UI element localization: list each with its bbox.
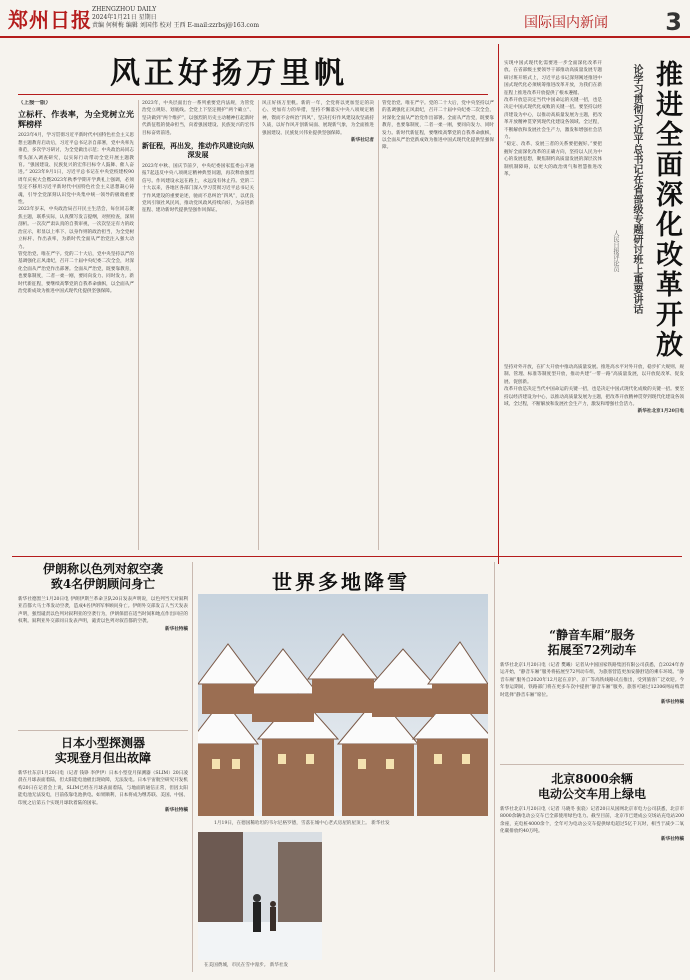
right-story-paragraph: 坚持对外开放，在扩大开放中推动高质量发展。推进高水平对外开放，稳步扩大规则、规制、管理、标准等制度型开放，推动共建“一带一路”高质量发展，以开放促改革、促发展、促创新。 (504, 365, 684, 385)
lead-paragraph: 2023年中秋、国庆节前夕，中央纪委国家监委公开通报7起违反中央八项规定精神典型问题，再次释放强烈信号。作风建设永远在路上，永远没有休止符。党的二十大以来，各地区各部门深入学习贯彻习近平总书记关于作风建设的重要论述，驰而不息纠治“四风”，以优良党风引领社风民风，推动党风政风持续向好，为奋进新征程、建功新时代提供坚强作风保证。 (142, 164, 254, 214)
right-story-subtitle: 论学习贯彻习近平总书记在省部级专题研讨班上重要讲话 (631, 64, 642, 314)
lead-column-3 (262, 100, 374, 550)
column-divider (494, 562, 495, 972)
right-story-headline: 推进全面深化改革开放 (651, 60, 682, 360)
lead-subheading: 立标杆、作表率，为全党树立光辉榜样 (18, 109, 134, 130)
right-story-paragraph: 改革开放是决定当代中国命运的关键一招，也是决定中国式现代化成败的关键一招。要坚持以经济建设为中心，以推动高质量发展为主题，把改革开放精神贯穿到现代化建设各领域、全过程，不断解放和发展社会生产力，激发和增强社会活力。 (504, 98, 602, 141)
lead-paragraph: 管党治党、唯在严字。党的二十大后，党中央坚持以严的基调强化正风肃纪，召开二十届中央纪委二次全会，对深化全面从严治党作出部署。全面从严治党，既要靠教育，也要靠制度，二者一柔一刚，要同向发力、同时发力。新时代新征程，要继续高擎党的自我革命旗帜，以全面从严治党新成效为推进中国式现代化提供坚强保障。 (18, 251, 134, 294)
lead-paragraph: 2023年，中央层面出台一系列重要党内法规，为管党治党立规矩、划底线。全党上下坚定拥护“两个确立”、坚决做到“两个维护”，以强烈的历史主动精神扛起新时代新征程的使命担当，向着强国建设、民族复兴的宏伟目标奋勇前进。 (142, 101, 254, 136)
quiet-carriage-headline-line-2: 拓展至72列动车 (547, 643, 637, 657)
japan-byline: 新华社特稿 (165, 808, 188, 814)
snow-village-photo (198, 594, 488, 816)
page-number: 3 (665, 8, 682, 36)
snow-street-image (198, 832, 322, 960)
right-story-byline: 人民日报评论员 (612, 230, 619, 272)
right-story-column-1 (504, 60, 602, 360)
iran-headline (18, 562, 188, 592)
lead-column-1 (18, 100, 134, 550)
column-divider (192, 562, 193, 972)
iran-headline-line-2: 致4名伊朗顾问身亡 (50, 577, 156, 591)
right-story-paragraph: 改革开放是决定当代中国命运的关键一招，也是决定中国式现代化成败的关键一招。要坚持以经济建设为中心，以推动高质量发展为主题，把改革开放精神贯穿到现代化建设各领域、全过程，不断解放和发展社会生产力，激发和增强社会活力。 (504, 387, 684, 408)
japan-body (18, 770, 188, 970)
iran-body (18, 596, 188, 726)
quiet-carriage-paragraph: 新华社北京1月20日电（记者 樊曦）记者从中国国家铁路集团有限公司获悉，自2024年春运开始，“静音车厢”服务将拓展至72列动车组，为旅客营造更加安静舒适的乘车环境。“静音车厢”服务自2020年12月起在京沪、京广等高铁线路试点推出，受到旅客广泛欢迎。今年春运期间，铁路部门将在更多车次中提供“静音车厢”服务，旅客可通过12306网站购票时选择“静音车厢”席位。 (500, 663, 684, 698)
japan-headline-line-1: 日本小型探测器 (60, 736, 145, 750)
right-story-paragraph: “稳定、改革、发展三者的关系要把握好。”要把握好全面深化改革的正确方向，坚持以人民为中心的发展思想，聚焦制约高质量发展的深层次体制机制障碍，以更大的政治勇气和智慧推进改革。 (504, 142, 602, 178)
japan-paragraph: 新华社东京1月20日电（记者 钱铮 李伊伊）日本小型登月探测器（SLIM）20日凌晨在月球表面着陆，但太阳能电池板出现故障，无法发电。日本宇宙航空研究开发机构20日在记者会上说，SLIM已经在月球表面着陆，与地面的通信正常，但因太阳能电池无法发电，目前依靠电池供电。如果顺利，日本将成为继苏联、美国、中国、印度之后第五个实现月球软着陆的国家。 (18, 771, 188, 806)
snow-street-photo (198, 832, 322, 960)
lead-headline: 风正好扬万里帆 (110, 56, 348, 91)
column-divider (378, 100, 379, 550)
iran-headline-line-1: 伊朗称以色列对叙空袭 (42, 562, 163, 576)
section-divider (12, 556, 682, 557)
newspaper-logo: 郑州日报 (8, 8, 92, 32)
iran-byline: 新华社特稿 (165, 626, 188, 632)
lead-divider (18, 94, 488, 95)
lead-paragraph: 2023年4月，学习贯彻习近平新时代中国特色社会主义思想主题教育启动后，习近平总书记亲自部署，党中央率先垂范，多次学习研讨，为全党做出示范；中央政治局同志带头深入调查研究，以实际行动带动全党开展主题教育。“强国建设、民族复兴的宏伟目标令人鼓舞、催人奋进。” 2023年9月1日，习近平总书记在中央党校建校90周年庆祝大会暨2023年秋季学期开学典礼上强调，必须坚定不移用习近平新时代中国特色社会主义思想凝心铸魂，引导全党深刻认识党中央集中统一领导的极端重要性。 (18, 133, 134, 206)
lead-paragraph: 管党治党、唯在严字。党的二十大后，党中央坚持以严的基调强化正风肃纪，召开二十届中央纪委二次全会，对深化全面从严治党作出部署。全面从严治党，既要靠教育，也要靠制度，二者一柔一刚，要同向发力、同时发力。新时代新征程，要继续高擎党的自我革命旗帜，以全面从严治党新成效为推进中国式现代化提供坚强保障。 (382, 101, 494, 151)
column-divider (138, 100, 139, 550)
section-name: 国际国内新闻 (524, 15, 608, 31)
right-story-dateline: 新华社北京1月20日电 (637, 409, 684, 415)
japan-headline-line-2: 实现登月但出故障 (54, 751, 151, 765)
lead-paragraph: 风正好扬万里帆。新的一年，全党将以更加坚定的决心、更加有力的举措，坚持不懈落实中央八项规定精神，锲而不舍纠治“四风”，坚决打好作风建设攻坚战持久战，以好作风开创新局面、展现新气象，为全面推进强国建设、民族复兴伟业提供坚强保障。 (262, 101, 374, 136)
quiet-carriage-byline: 新华社特稿 (661, 700, 684, 706)
lead-column-4 (382, 100, 494, 550)
beijing-bus-headline-line-2: 电动公交车用上绿电 (537, 787, 646, 801)
story-divider (500, 764, 684, 765)
japan-headline (18, 736, 188, 766)
beijing-bus-headline-line-1: 北京8000余辆 (551, 772, 633, 786)
snow-caption-bottom: 在美国费城，市民在雪中漫步。 新华社发 (204, 963, 289, 968)
masthead-info (92, 6, 259, 30)
masthead-editors: 责编 何树梅 编辑 刘国伟 校对 王西 E-mail:zzrbsj@163.com (92, 22, 260, 29)
beijing-bus-headline (500, 772, 684, 802)
masthead-en-name: ZHENGZHOU DAILY (92, 6, 157, 13)
right-story-column-2 (504, 364, 684, 564)
lead-byline: 新华社记者 (351, 138, 374, 144)
snow-headline: 世界多地降雪 (272, 570, 410, 594)
beijing-bus-byline: 新华社特稿 (661, 836, 684, 842)
lead-paragraph: 2023年岁末，中央政治局召开民主生活会，每位同志聚焦主题，联系实际，认真撰写发言提纲，对照检查，深刻剖析。一次次严肃认真的自我审视，一次次坚定有力的政治宣示，彰显以上率下、以身作则的政治担当，为全党树立标杆、作出表率，为新时代全面从严治党注入强大动力。 (18, 207, 134, 250)
beijing-bus-body (500, 806, 684, 970)
right-story-paragraph: 实现中国式现代化需要进一步全面深化改革开放。在省部级主要领导干部推动高质量发展专题研讨班开班式上，习近平总书记深刻阐述推进中国式现代化必须统筹推进改革开放，为我们在新征程上推进改革开放提供了根本遵循。 (504, 61, 602, 96)
lead-kicker: （上接一版） (18, 100, 52, 106)
right-story-divider (498, 44, 499, 564)
quiet-carriage-headline-line-1: “静音车厢”服务 (549, 628, 635, 642)
lead-inner-heading: 新征程，再出发，推动作风建设向纵深发展 (142, 141, 254, 160)
iran-paragraph: 新华社德黑兰1月20日电 伊朗伊斯兰革命卫队20日发表声明说，以色列当天对叙利亚首都大马士革发动空袭，造成4名伊朗军事顾问身亡。伊朗外交部发言人当天发表声明，强烈谴责以色列对叙利亚的空袭行为，伊朗保留在适当时间和地点作出回应的权利。叙利亚外交部同日发表声明，谴责以色列对叙首都的空袭。 (18, 597, 188, 625)
quiet-carriage-body (500, 662, 684, 758)
beijing-bus-paragraph: 新华社北京1月20日电（记者 马晓冬 张骁）记者20日从国网北京市电力公司获悉，北京市8000余辆电动公交车已全部使用绿色电力。截至目前，北京市已建成公交场站充电站200余座，充电桩4000余个，全年可为电动公交车提供绿电超过5亿千瓦时，相当于减少二氧化碳排放约40万吨。 (500, 807, 684, 835)
lead-column-2 (142, 100, 254, 550)
masthead-date: 2024年1月21日 星期日 (92, 14, 157, 21)
snow-village-image (198, 594, 488, 816)
story-divider (18, 730, 188, 731)
masthead (0, 0, 690, 38)
snow-caption-top: 1月19日，在德国稀哈坦的韦尔尼格罗德，雪落在城中心老式房屋的屋顶上。 新华社发 (214, 821, 390, 826)
column-divider (258, 100, 259, 550)
section-header (520, 6, 688, 36)
quiet-carriage-headline (500, 628, 684, 658)
